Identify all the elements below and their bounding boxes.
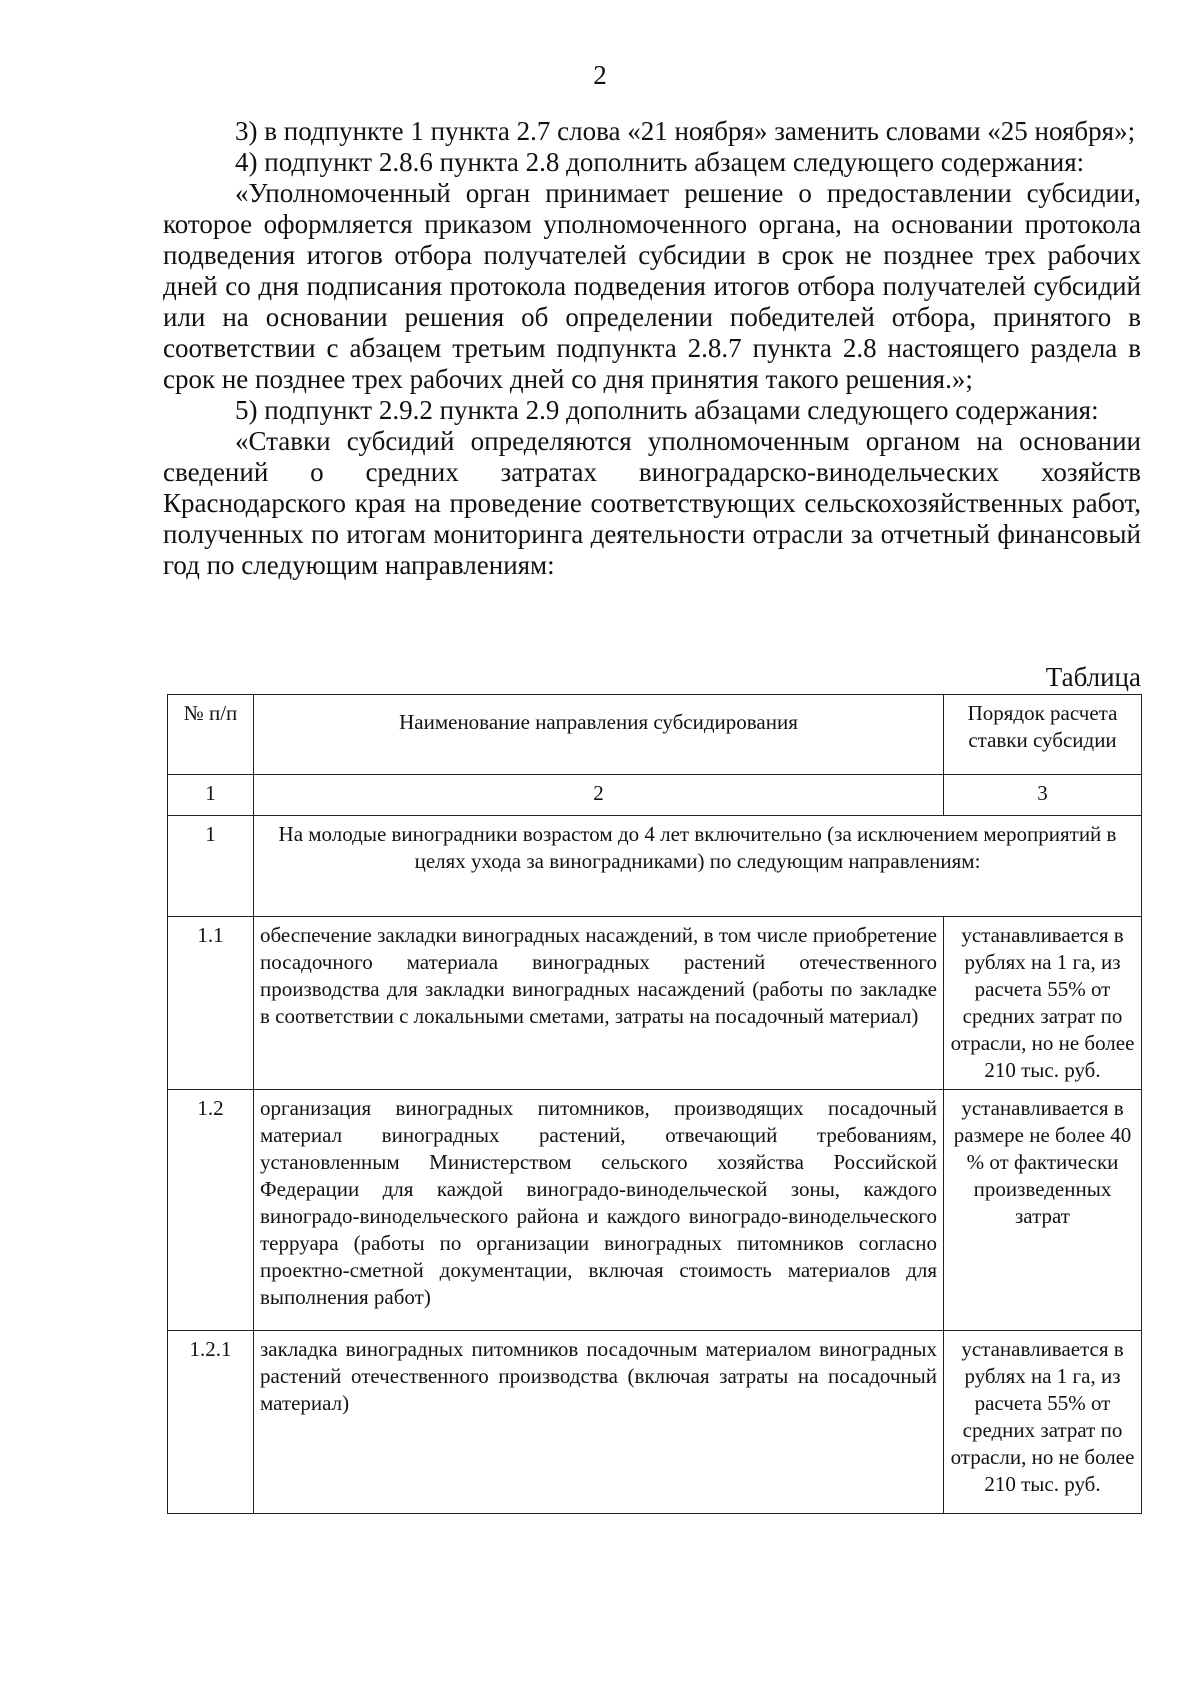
- header-direction: Наименование направления субсидирования: [254, 695, 944, 775]
- table-header-row: [168, 695, 1142, 775]
- column-number-row: [168, 775, 1142, 816]
- header-num: № п/п: [168, 695, 254, 775]
- paragraph-3: 3) в подпункте 1 пункта 2.7 слова «21 ноября» заменить словами «25 ноября»;: [235, 116, 1136, 146]
- row-calculation: устанавливается в рублях на 1 га, из расчета 55% от средних затрат по отрасли, но не более 210 тыс. руб.: [944, 917, 1142, 1090]
- row-calculation: устанавливается в размере не более 40 % от фактически произведенных затрат: [944, 1090, 1142, 1331]
- table-row: [168, 917, 1142, 1090]
- column-number: 2: [254, 775, 944, 816]
- subsidy-table: [167, 694, 1142, 1514]
- paragraph-5-quote: «Ставки субсидий определяются уполномоченным органом на основании сведений о средних затратах виноградарско-винодельческих хозяйств Краснодарского края на проведение соответствующих сельскохозяйственных работ, полученных по итогам мониторинга деятельности отрасли за отчетный финансовый год по следующим направлениям:: [163, 426, 1141, 580]
- section-num: 1: [168, 816, 254, 917]
- row-direction: обеспечение закладки виноградных насаждений, в том числе приобретение посадочного материала виноградных растений отечественного производства для закладки виноградных насаждений (работы по закладке в соответствии с локальными сметами, затраты на посадочный материал): [254, 917, 944, 1090]
- column-number: 1: [168, 775, 254, 816]
- row-direction: организация виноградных питомников, производящих посадочный материал виноградных растений, отвечающий требованиям, установленным Министерством сельского хозяйства Российской Федерации для каждой виноградо-винодельческой зоны, каждого виноградо-винодельческого района и каждого виноградо-винодельческого терруара (работы по организации виноградных питомников согласно проектно-сметной документации, включая стоимость материалов для выполнения работ): [254, 1090, 944, 1331]
- table-row: [168, 1090, 1142, 1331]
- section-row: [168, 816, 1142, 917]
- row-num: 1.2: [168, 1090, 254, 1331]
- column-number: 3: [944, 775, 1142, 816]
- table-row: [168, 1331, 1142, 1514]
- body-text: [163, 116, 1141, 581]
- row-num: 1.1: [168, 917, 254, 1090]
- paragraph-4: 4) подпункт 2.8.6 пункта 2.8 дополнить абзацем следующего содержания:: [235, 147, 1085, 177]
- row-direction: закладка виноградных питомников посадочным материалом виноградных растений отечественного производства (включая затраты на посадочный материал): [254, 1331, 944, 1514]
- paragraph-4-quote: «Уполномоченный орган принимает решение о предоставлении субсидии, которое оформляется приказом уполномоченного органа, на основании протокола подведения итогов отбора получателей субсидии в срок не позднее трех рабочих дней со дня подписания протокола подведения итогов отбора получателей субсидий или на основании решения об определении победителей отбора, принятого в соответствии с абзацем третьим подпункта 2.8.7 пункта 2.8 настоящего раздела в срок не позднее трех рабочих дней со дня принятия такого решения.»;: [163, 178, 1141, 394]
- table-caption: Таблица: [1045, 662, 1141, 692]
- header-calculation: Порядок расчета ставки субсидии: [944, 695, 1142, 775]
- row-calculation: устанавливается в рублях на 1 га, из расчета 55% от средних затрат по отрасли, но не более 210 тыс. руб.: [944, 1331, 1142, 1514]
- page-number: 2: [593, 60, 607, 90]
- paragraph-5: 5) подпункт 2.9.2 пункта 2.9 дополнить абзацами следующего содержания:: [235, 395, 1099, 425]
- section-text: На молодые виноградники возрастом до 4 лет включительно (за исключением мероприятий в целях ухода за виноградниками) по следующим направлениям:: [254, 816, 1142, 917]
- row-num: 1.2.1: [168, 1331, 254, 1514]
